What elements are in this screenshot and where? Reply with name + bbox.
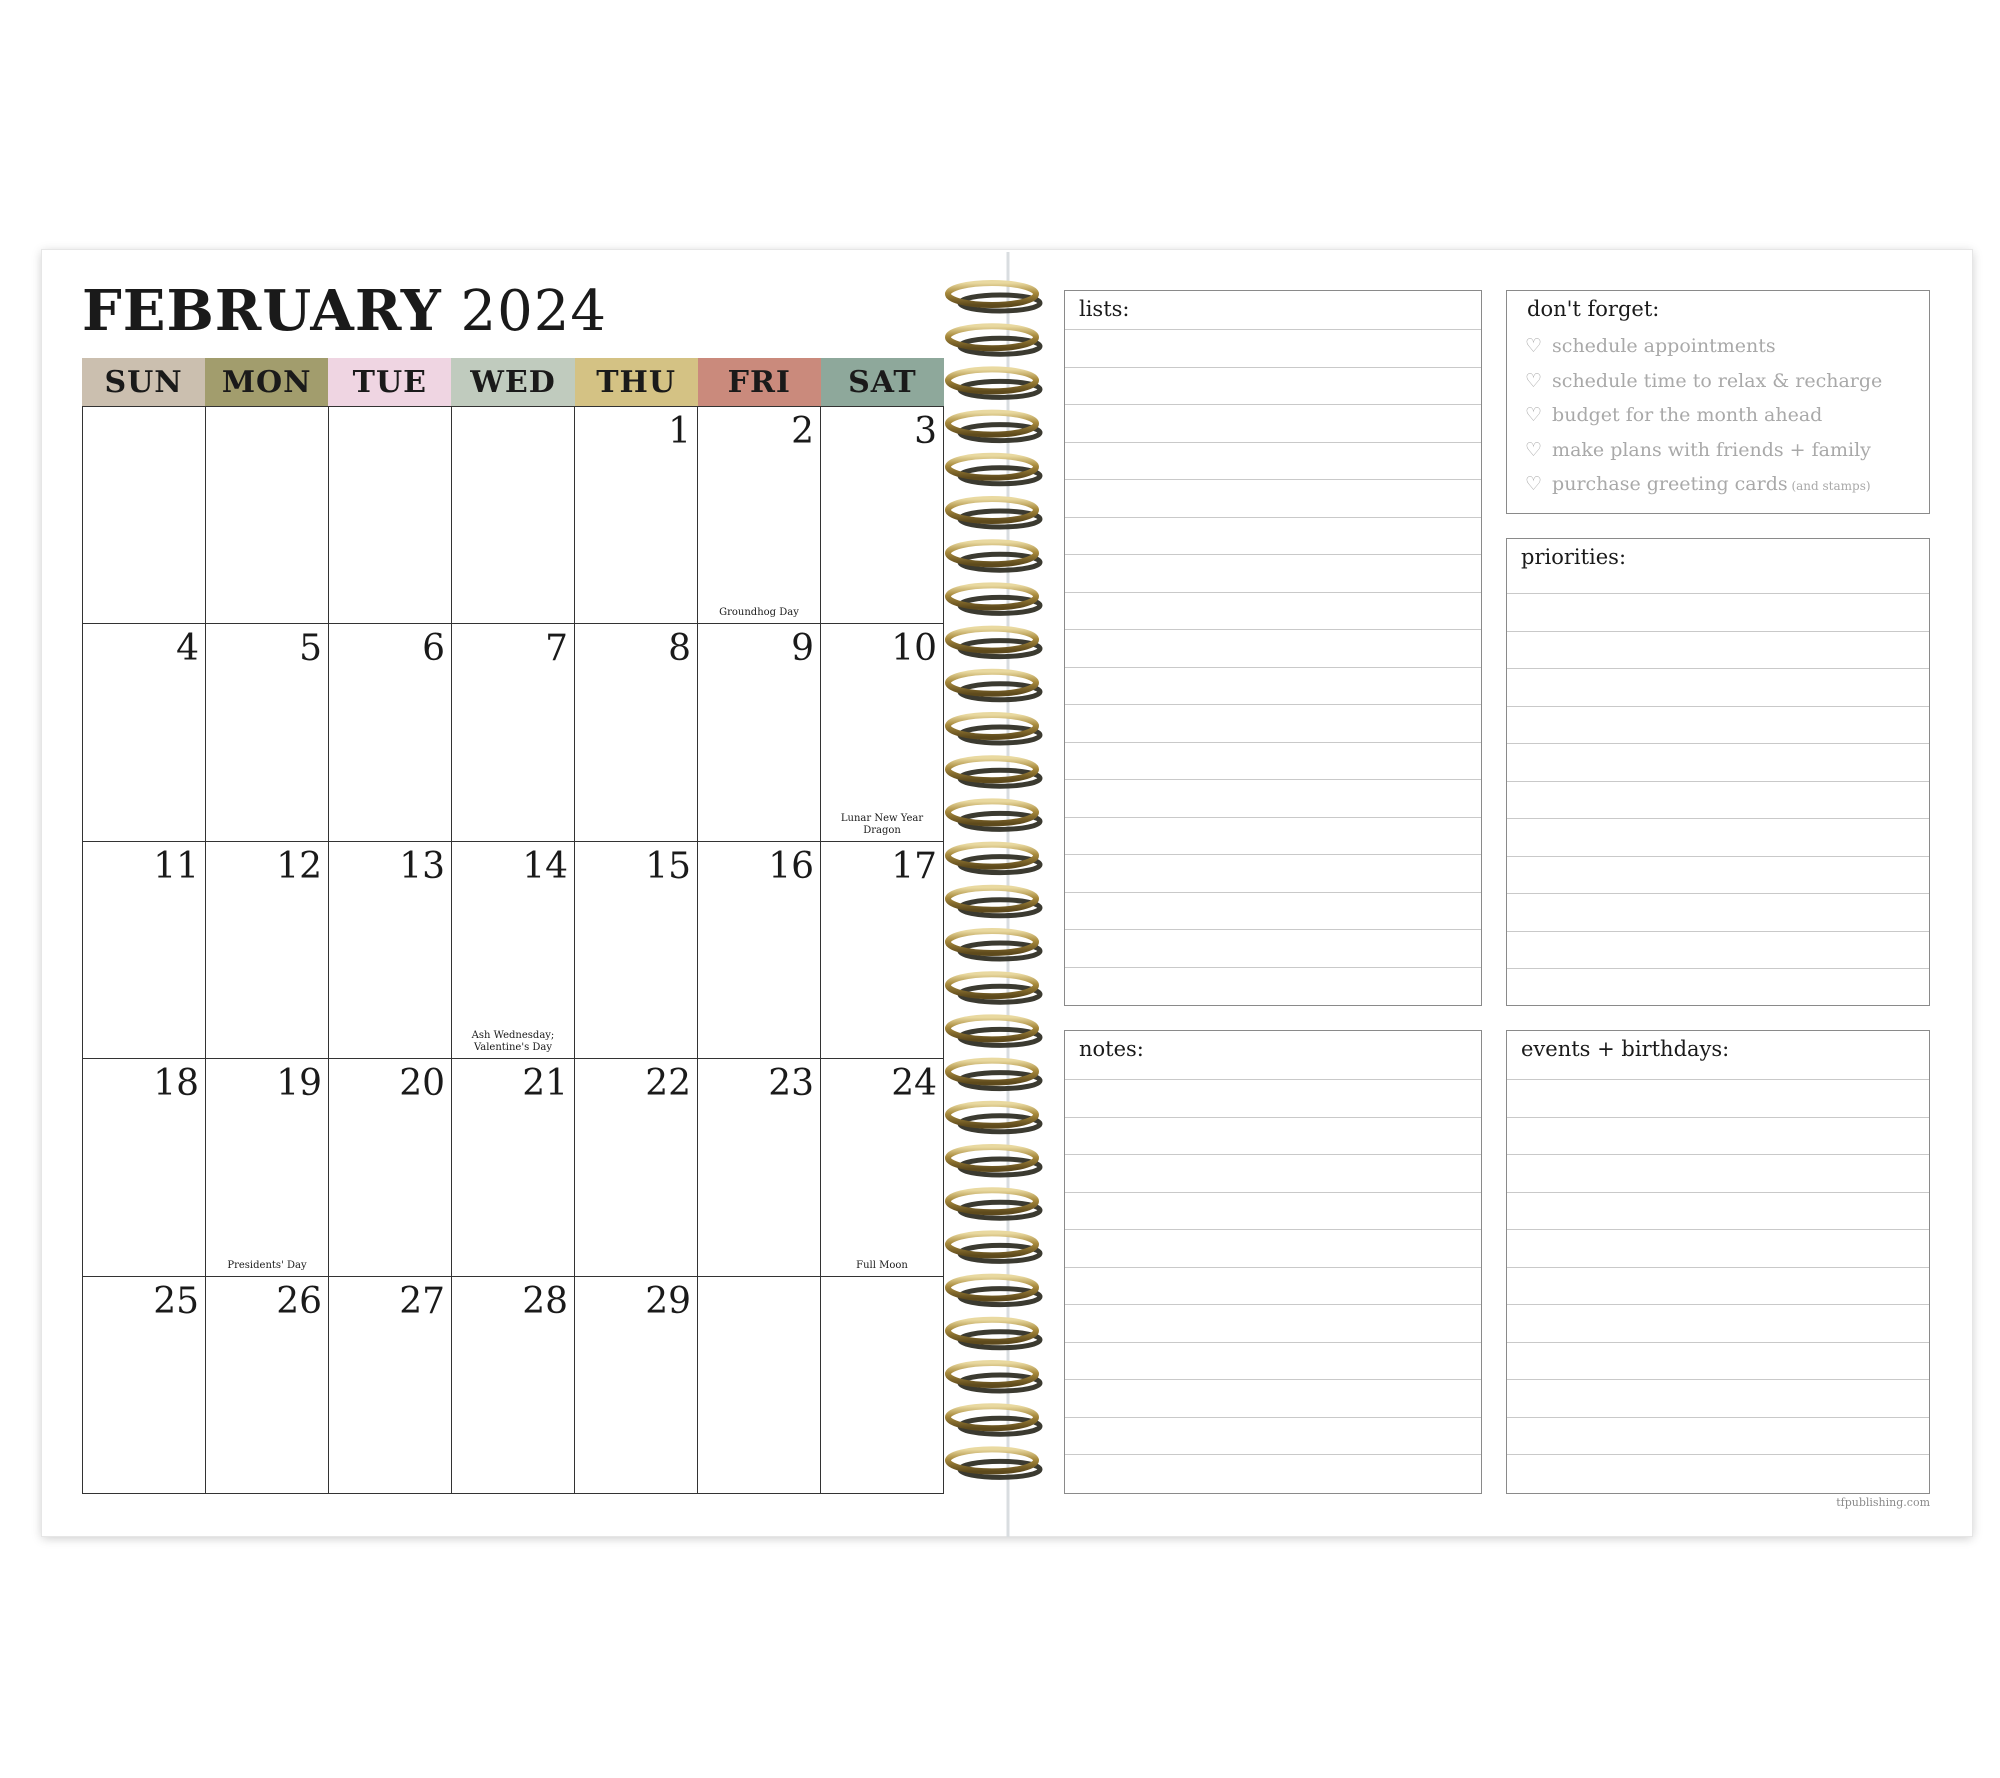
day-number: 20: [399, 1063, 445, 1105]
ruled-line[interactable]: [1065, 367, 1481, 368]
dont-forget-text: schedule appointments: [1552, 335, 1776, 357]
ruled-line[interactable]: [1507, 743, 1929, 744]
ruled-line[interactable]: [1065, 629, 1481, 630]
ruled-line[interactable]: [1065, 517, 1481, 518]
ruled-line[interactable]: [1065, 854, 1481, 855]
dont-forget-text: make plans with friends + family: [1552, 438, 1871, 461]
day-cell[interactable]: [206, 842, 329, 1059]
heart-outline-icon: ♡: [1525, 404, 1543, 426]
day-number: 10: [891, 628, 937, 670]
day-cell[interactable]: [452, 407, 575, 624]
spiral-coil: [948, 1061, 1040, 1089]
day-cell[interactable]: [329, 624, 452, 841]
day-number: 25: [153, 1280, 199, 1322]
weekday-header-fri: FRI: [698, 358, 821, 406]
lists-box: [1064, 290, 1482, 1006]
day-cell[interactable]: [329, 407, 452, 624]
dont-forget-box: [1506, 290, 1930, 514]
dont-forget-text: purchase greeting cards: [1552, 473, 1788, 495]
spiral-coil: [948, 845, 1040, 873]
spiral-coil: [948, 413, 1040, 441]
day-cell[interactable]: [698, 842, 821, 1059]
spiral-coil: [948, 1449, 1040, 1477]
day-event-note: Ash Wednesday; Valentine's Day: [471, 1030, 555, 1054]
day-number: 13: [399, 845, 445, 887]
spiral-binding: [940, 252, 1060, 1537]
month-title: [82, 278, 607, 344]
publisher-footer: tfpublishing.com: [1836, 1496, 1930, 1509]
day-number: 9: [791, 628, 814, 670]
day-cell[interactable]: [452, 1059, 575, 1276]
day-cell[interactable]: [575, 407, 698, 624]
day-cell[interactable]: [206, 407, 329, 624]
day-cell[interactable]: [329, 1059, 452, 1276]
dont-forget-text: budget for the month ahead: [1552, 404, 1823, 426]
day-number: 17: [891, 845, 937, 887]
ruled-line[interactable]: [1065, 554, 1481, 555]
day-number: 11: [153, 845, 199, 887]
spiral-coil: [948, 931, 1040, 959]
day-number: 29: [645, 1280, 691, 1322]
ruled-line[interactable]: [1507, 631, 1929, 632]
dont-forget-item: [1525, 473, 1871, 495]
day-number: 12: [276, 845, 322, 887]
heart-outline-icon: ♡: [1525, 473, 1543, 495]
spiral-coil: [948, 585, 1040, 613]
ruled-line[interactable]: [1507, 1079, 1929, 1080]
ruled-line[interactable]: [1507, 968, 1929, 969]
day-event-note: Groundhog Day: [719, 607, 799, 619]
events-label: events + birthdays:: [1521, 1037, 1730, 1061]
weekday-header-thu: THU: [575, 358, 698, 406]
ruled-line[interactable]: [1065, 779, 1481, 780]
heart-outline-icon: ♡: [1525, 335, 1543, 357]
ruled-line[interactable]: [1507, 593, 1929, 594]
day-number: 23: [768, 1063, 814, 1105]
ruled-line[interactable]: [1065, 479, 1481, 480]
ruled-line[interactable]: [1507, 1454, 1929, 1455]
ruled-line[interactable]: [1507, 893, 1929, 894]
spiral-coil: [948, 629, 1040, 657]
day-cell[interactable]: [452, 842, 575, 1059]
ruled-line[interactable]: [1065, 929, 1481, 930]
day-cell[interactable]: [698, 1277, 821, 1494]
priorities-label: priorities:: [1521, 545, 1627, 569]
spiral-coil: [948, 888, 1040, 916]
events-birthdays-box: [1506, 1030, 1930, 1494]
day-number: 28: [522, 1280, 568, 1322]
notes-label: notes:: [1079, 1037, 1144, 1061]
spiral-coil: [948, 1190, 1040, 1218]
ruled-line[interactable]: [1065, 1192, 1481, 1193]
dont-forget-note: (and stamps): [1787, 479, 1871, 493]
ruled-line[interactable]: [1065, 1117, 1481, 1118]
day-cell[interactable]: [821, 407, 944, 624]
spiral-coil: [948, 499, 1040, 527]
ruled-line[interactable]: [1065, 967, 1481, 968]
month-year: 2024: [460, 279, 607, 344]
day-cell[interactable]: [206, 1277, 329, 1494]
day-event-note: Full Moon: [856, 1259, 908, 1271]
ruled-line[interactable]: [1065, 817, 1481, 818]
ruled-line[interactable]: [1065, 704, 1481, 705]
ruled-line[interactable]: [1507, 1229, 1929, 1230]
spiral-coil: [948, 326, 1040, 354]
dont-forget-item: [1525, 335, 1776, 357]
ruled-line[interactable]: [1065, 1454, 1481, 1455]
weekday-header-sat: SAT: [821, 358, 944, 406]
day-cell[interactable]: [83, 1059, 206, 1276]
day-number: 7: [545, 628, 568, 670]
ruled-line[interactable]: [1065, 1079, 1481, 1080]
dont-forget-item: [1525, 404, 1822, 426]
spiral-coil: [948, 715, 1040, 743]
day-number: 6: [422, 628, 445, 670]
spiral-coil: [948, 283, 1040, 311]
ruled-line[interactable]: [1507, 931, 1929, 932]
ruled-line[interactable]: [1065, 1154, 1481, 1155]
day-cell[interactable]: [698, 1059, 821, 1276]
day-cell[interactable]: [83, 1277, 206, 1494]
ruled-line[interactable]: [1065, 1304, 1481, 1305]
day-number: 14: [522, 845, 568, 887]
heart-outline-icon: ♡: [1525, 438, 1543, 461]
dont-forget-item: [1525, 439, 1871, 461]
ruled-line[interactable]: [1507, 1267, 1929, 1268]
weekday-header-tue: TUE: [328, 358, 451, 406]
weekday-header-row: [82, 358, 944, 406]
ruled-line[interactable]: [1065, 742, 1481, 743]
day-number: 22: [645, 1063, 691, 1105]
priorities-box: [1506, 538, 1930, 1006]
day-number: 21: [522, 1063, 568, 1105]
weekday-header-sun: SUN: [82, 358, 205, 406]
dont-forget-label: don't forget:: [1527, 297, 1660, 321]
spiral-coil: [948, 1363, 1040, 1391]
spiral-coil: [948, 1233, 1040, 1261]
spiral-coil: [948, 801, 1040, 829]
ruled-line[interactable]: [1507, 1154, 1929, 1155]
weekday-header-wed: WED: [451, 358, 574, 406]
ruled-line[interactable]: [1507, 1304, 1929, 1305]
day-number: 15: [645, 845, 691, 887]
day-cell[interactable]: [83, 842, 206, 1059]
day-cell[interactable]: [83, 624, 206, 841]
spiral-coil: [948, 758, 1040, 786]
spiral-coil: [948, 974, 1040, 1002]
day-number: 24: [891, 1063, 937, 1105]
day-cell[interactable]: [698, 624, 821, 841]
ruled-line[interactable]: [1065, 1417, 1481, 1418]
month-name: FEBRUARY: [82, 278, 442, 344]
day-cell[interactable]: [329, 842, 452, 1059]
day-event-note: Lunar New Year Dragon: [840, 812, 924, 836]
day-cell[interactable]: [821, 1059, 944, 1276]
day-number: 1: [668, 411, 691, 452]
ruled-line[interactable]: [1065, 404, 1481, 405]
day-cell[interactable]: [575, 624, 698, 841]
day-cell[interactable]: [575, 1059, 698, 1276]
dont-forget-item: [1525, 370, 1882, 392]
day-number: 3: [914, 411, 937, 452]
day-cell[interactable]: [821, 842, 944, 1059]
ruled-line[interactable]: [1065, 442, 1481, 443]
day-number: 27: [399, 1280, 445, 1322]
ruled-line[interactable]: [1065, 1342, 1481, 1343]
day-number: 8: [668, 628, 691, 670]
day-cell[interactable]: [575, 842, 698, 1059]
ruled-line[interactable]: [1065, 1229, 1481, 1230]
spiral-coil: [948, 542, 1040, 570]
day-number: 5: [299, 628, 322, 670]
ruled-line[interactable]: [1507, 818, 1929, 819]
ruled-line[interactable]: [1507, 1342, 1929, 1343]
ruled-line[interactable]: [1507, 668, 1929, 669]
day-number: 4: [176, 628, 199, 670]
day-cell[interactable]: [821, 1277, 944, 1494]
ruled-line[interactable]: [1507, 1417, 1929, 1418]
ruled-line[interactable]: [1507, 706, 1929, 707]
day-cell[interactable]: [452, 624, 575, 841]
spiral-coil: [948, 1320, 1040, 1348]
day-number: 16: [768, 845, 814, 887]
ruled-line[interactable]: [1065, 592, 1481, 593]
day-cell[interactable]: [575, 1277, 698, 1494]
day-cell[interactable]: [83, 407, 206, 624]
day-cell[interactable]: [698, 407, 821, 624]
ruled-line[interactable]: [1065, 892, 1481, 893]
calendar-grid: [82, 406, 944, 1494]
spiral-coil: [948, 1406, 1040, 1434]
notes-box: [1064, 1030, 1482, 1494]
spiral-coil: [948, 1277, 1040, 1305]
day-cell[interactable]: [821, 624, 944, 841]
ruled-line[interactable]: [1065, 1267, 1481, 1268]
spiral-coil: [948, 672, 1040, 700]
heart-outline-icon: ♡: [1525, 369, 1543, 392]
day-event-note: Presidents' Day: [227, 1259, 307, 1271]
ruled-line[interactable]: [1507, 781, 1929, 782]
day-cell[interactable]: [206, 1059, 329, 1276]
spiral-coil: [948, 369, 1040, 397]
day-cell[interactable]: [329, 1277, 452, 1494]
ruled-line[interactable]: [1507, 1192, 1929, 1193]
spiral-coil: [948, 1147, 1040, 1175]
day-cell[interactable]: [452, 1277, 575, 1494]
month-calendar: [82, 358, 944, 1494]
ruled-line[interactable]: [1507, 1117, 1929, 1118]
lists-label: lists:: [1079, 297, 1130, 321]
spiral-coil: [948, 1017, 1040, 1045]
day-number: 19: [276, 1063, 322, 1105]
ruled-line[interactable]: [1507, 1379, 1929, 1380]
ruled-line[interactable]: [1065, 667, 1481, 668]
day-number: 26: [276, 1280, 322, 1322]
ruled-line[interactable]: [1507, 856, 1929, 857]
dont-forget-text: schedule time to relax & recharge: [1552, 369, 1883, 392]
spiral-coil: [948, 456, 1040, 484]
day-cell[interactable]: [206, 624, 329, 841]
day-number: 2: [791, 411, 814, 452]
spiral-coil: [948, 1104, 1040, 1132]
ruled-line[interactable]: [1065, 329, 1481, 330]
day-number: 18: [153, 1063, 199, 1105]
weekday-header-mon: MON: [205, 358, 328, 406]
ruled-line[interactable]: [1065, 1379, 1481, 1380]
